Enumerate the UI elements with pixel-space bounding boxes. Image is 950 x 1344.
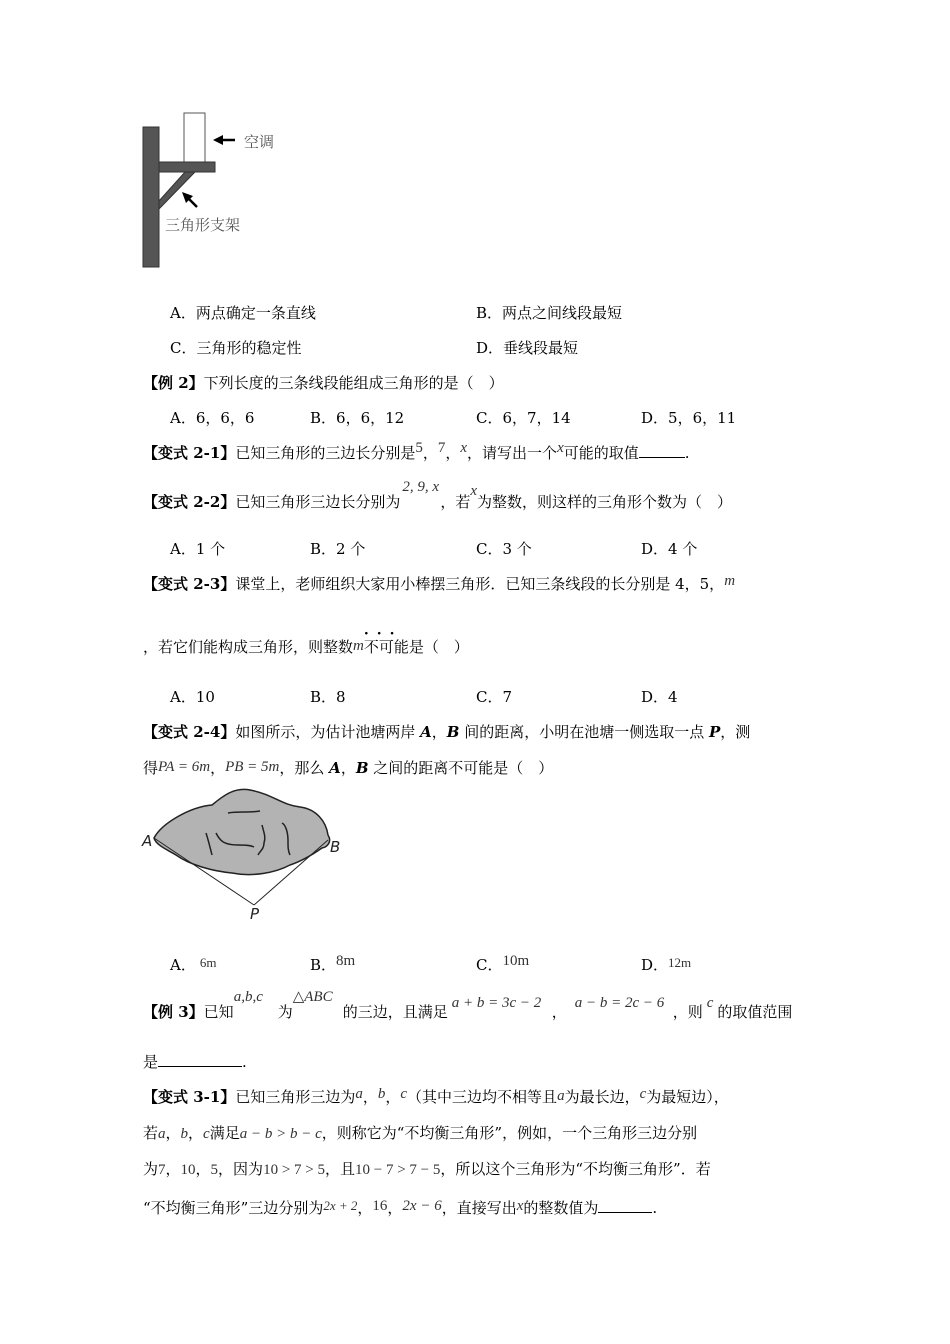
v31-text-3c: ，且 — [324, 1160, 355, 1178]
ex3-abc: a,b,c — [233, 989, 263, 1005]
v24-text-1c: ，测 — [720, 723, 751, 741]
ex3-triangle: △ABC — [292, 989, 333, 1005]
v24-option-c-value: 10m — [502, 953, 530, 969]
v22-option-b: B．2 个 — [310, 540, 366, 558]
ex3-text-3: 的三边，且满足 — [342, 1003, 448, 1021]
v24-option-a-letter: A． — [170, 956, 196, 974]
v31-side-1: 2x + 2 — [323, 1198, 358, 1213]
ex2-option-d: D．5，6，11 — [641, 409, 737, 427]
v31-side-3: 2x − 6 — [402, 1198, 442, 1214]
v21-tag: 【变式 2-1】 — [143, 444, 236, 462]
v31-comma: ， — [165, 1124, 181, 1142]
wall — [143, 127, 159, 267]
v23-option-b: B．8 — [310, 688, 346, 706]
ex3-text-2: 为 — [277, 1003, 293, 1021]
ex2-option-a: A．6，6，6 — [170, 409, 255, 427]
v21-text-3: 可能的取值 — [563, 444, 639, 462]
q1-option-a: A．两点确定一条直线 — [170, 304, 316, 322]
v31-side-16: 16 — [372, 1198, 388, 1214]
v24-pb: PB = 5m — [225, 759, 280, 775]
ex2-text: 下列长度的三条线段能组成三角形的是（ ） — [203, 374, 504, 392]
v31-comma: ， — [188, 1124, 204, 1142]
brace — [159, 172, 195, 209]
v31-comma: ， — [387, 1199, 403, 1217]
air-conditioner — [184, 113, 205, 162]
v24-option-a — [170, 955, 216, 976]
v31-text-2a: 若 — [143, 1124, 159, 1142]
v24-option-b-value: 8m — [336, 953, 356, 969]
v23-question-line1 — [143, 574, 735, 595]
v31-text-3d: ，所以这个三角形为“不均衡三角形”．若 — [440, 1160, 711, 1178]
v23-text-1: 课堂上，老师组织大家用小棒摆三角形．已知三条线段的长分别是 4，5， — [235, 575, 725, 593]
v22-tag: 【变式 2-2】 — [143, 493, 236, 511]
v31-num-10: 10 — [180, 1162, 196, 1178]
pond-figure — [140, 785, 360, 930]
v24-text-2c: 之间的距离不可能是（ ） — [368, 759, 554, 777]
v24-option-a-value: 6m — [199, 955, 217, 970]
v23-emphasis — [363, 626, 409, 656]
v31-var-c-3: c — [203, 1126, 210, 1142]
ex3-eq-2: a − b = 2c − 6 — [574, 995, 665, 1011]
v31-var-a-3: a — [158, 1126, 166, 1142]
q1-option-c: C．三角形的稳定性 — [170, 339, 302, 357]
ex3-comma: ， — [551, 1003, 567, 1021]
v22-text-3: 为整数，则这样的三角形个数为（ ） — [477, 493, 733, 511]
v24-text-2b: ，那么 — [279, 759, 330, 777]
ex3-text-1: 已知 — [203, 1003, 234, 1021]
v31-var-a: a — [355, 1086, 363, 1102]
v22-sides: 2, 9, x — [402, 479, 440, 495]
v31-var-c-2: c — [639, 1086, 647, 1102]
ex3-text-5: 的取值范围 — [717, 1003, 793, 1021]
v24-point-a-2: A — [329, 759, 341, 777]
arrow-to-ac — [213, 135, 235, 145]
q1-option-d: D．垂线段最短 — [476, 339, 579, 357]
v21-question — [143, 440, 690, 464]
arrow-to-bracket — [182, 192, 197, 207]
v21-side-7: 7 — [437, 440, 446, 456]
v24-point-b-2: B — [355, 759, 369, 777]
v24-question-line1 — [143, 722, 750, 742]
v31-comma: ， — [362, 1088, 378, 1106]
ex3-text-4: ，则 — [672, 1003, 703, 1021]
v24-point-b: B — [446, 723, 460, 741]
v22-option-c: C．3 个 — [476, 540, 532, 558]
v23-option-c: C．7 — [476, 688, 513, 706]
v21-end: . — [684, 444, 690, 462]
q1-option-b: B．两点之间线段最短 — [476, 304, 623, 322]
ac-label: 空调 — [244, 133, 275, 151]
v21-var-x: x — [557, 440, 564, 456]
v22-question — [143, 479, 733, 513]
v31-var-b: b — [377, 1086, 386, 1102]
ex3-answer-blank[interactable] — [158, 1052, 242, 1067]
ex3-eq-1: a + b = 3c − 2 — [451, 995, 542, 1011]
v31-comma: ， — [165, 1160, 181, 1178]
v31-text-1b: （其中三边均不相等且 — [407, 1088, 558, 1106]
ex3-var-c: c — [706, 995, 714, 1011]
v31-comma: ， — [385, 1088, 401, 1106]
v31-var-c: c — [400, 1086, 408, 1102]
label-p: P — [250, 905, 260, 923]
v31-num-7: 7 — [158, 1162, 166, 1178]
ex3-question-line2 — [143, 1052, 247, 1072]
shelf — [159, 162, 215, 172]
v24-option-d — [641, 955, 691, 976]
v23-emph-text: 不可能 — [363, 638, 409, 656]
v21-side-x: x — [460, 440, 468, 456]
v22-text-2: ，若 — [440, 493, 471, 511]
v21-text-2: ，请写出一个 — [467, 444, 558, 462]
v31-text-1c: 为最长边， — [564, 1088, 640, 1106]
ex2-option-b: B．6，6，12 — [310, 409, 405, 427]
v24-option-c-letter: C． — [476, 956, 503, 974]
v24-option-b-letter: B． — [310, 956, 337, 974]
v31-text-2b: 满足 — [209, 1124, 240, 1142]
ex3-end: . — [242, 1053, 247, 1071]
v31-answer-blank[interactable] — [598, 1198, 652, 1213]
v22-option-a: A．1 个 — [170, 540, 226, 558]
v31-text-1d: 为最短边）， — [646, 1088, 729, 1106]
v22-option-d: D．4 个 — [641, 540, 698, 558]
v31-inequality-2: 10 > 7 > 5 — [263, 1162, 325, 1178]
label-b: B — [330, 838, 341, 856]
v31-comma: ， — [357, 1199, 373, 1217]
v24-sep-2: ， — [210, 759, 226, 777]
bracket-label: 三角形支架 — [165, 216, 241, 234]
v23-var-m-2: m — [353, 638, 364, 654]
v31-line1 — [143, 1087, 729, 1108]
v31-var-b-2: b — [180, 1126, 189, 1142]
v22-var-x: x — [470, 483, 478, 499]
v21-answer-blank[interactable] — [639, 443, 685, 458]
v21-comma: ， — [445, 444, 461, 462]
v24-text-1a: 如图所示，为估计池塘两岸 — [235, 723, 421, 741]
v24-pa: PA = 6m — [158, 759, 211, 775]
v23-var-m: m — [724, 573, 736, 589]
v23-tag: 【变式 2-3】 — [143, 575, 236, 593]
v23-text-3: 是（ ） — [408, 638, 469, 656]
v31-text-4c: 的整数值为 — [523, 1199, 599, 1217]
v24-text-1b: 间的距离，小明在池塘一侧选取一点 — [459, 723, 709, 741]
ex3-question-line1 — [143, 989, 793, 1023]
v31-tag: 【变式 3-1】 — [143, 1088, 236, 1106]
v22-text-1: 已知三角形三边长分别为 — [235, 493, 401, 511]
v31-line3 — [143, 1159, 711, 1180]
v31-text-4a: “不均衡三角形”三边分别为 — [143, 1199, 324, 1217]
ex2-question — [143, 373, 504, 393]
v31-text-3a: 为 — [143, 1160, 159, 1178]
v31-var-x: x — [516, 1198, 524, 1214]
ex3-tag: 【例 3】 — [143, 1003, 204, 1021]
v31-line2 — [143, 1123, 697, 1144]
v31-inequality: a − b > b − c — [239, 1126, 322, 1142]
v21-side-5: 5 — [415, 440, 423, 456]
v24-option-d-value: 12m — [668, 955, 692, 970]
v24-question-line2 — [143, 758, 553, 779]
v31-text-1a: 已知三角形三边为 — [235, 1088, 356, 1106]
v24-option-d-letter: D． — [641, 956, 669, 974]
v31-text-3b: ，因为 — [218, 1160, 264, 1178]
emphasis-dots: ··· — [363, 626, 403, 642]
v23-option-d: D．4 — [641, 688, 678, 706]
v31-comma: ， — [195, 1160, 211, 1178]
ex2-option-c: C．6，7，14 — [476, 409, 571, 427]
v24-option-b — [310, 955, 355, 976]
v23-question-line2 — [143, 626, 469, 658]
ex2-tag: 【例 2】 — [143, 374, 204, 392]
v31-line4 — [143, 1198, 657, 1219]
v23-option-a: A．10 — [170, 688, 215, 706]
v23-text-2: ，若它们能构成三角形，则整数 — [143, 638, 354, 656]
v31-text-2c: ，则称它为“不均衡三角形”，例如，一个三角形三边分别 — [321, 1124, 698, 1142]
v24-point-a: A — [420, 723, 432, 741]
v24-text-2a: 得 — [143, 759, 159, 777]
ac-bracket-figure — [135, 105, 305, 275]
v31-num-5: 5 — [210, 1162, 219, 1178]
v24-point-p: P — [709, 723, 721, 741]
v31-var-a-2: a — [557, 1088, 565, 1104]
v24-tag: 【变式 2-4】 — [143, 723, 236, 741]
v21-text-1: 已知三角形的三边长分别是 — [235, 444, 416, 462]
v21-comma: ， — [422, 444, 438, 462]
v24-sep-3: ， — [340, 759, 356, 777]
label-a: A — [142, 832, 153, 850]
v31-end: . — [652, 1199, 658, 1217]
v31-text-4b: ，直接写出 — [441, 1199, 517, 1217]
ex3-text-line2: 是 — [143, 1053, 159, 1071]
v24-option-c — [476, 955, 529, 976]
v24-sep: ， — [431, 723, 447, 741]
v31-inequality-3: 10 − 7 > 7 − 5 — [355, 1162, 441, 1178]
